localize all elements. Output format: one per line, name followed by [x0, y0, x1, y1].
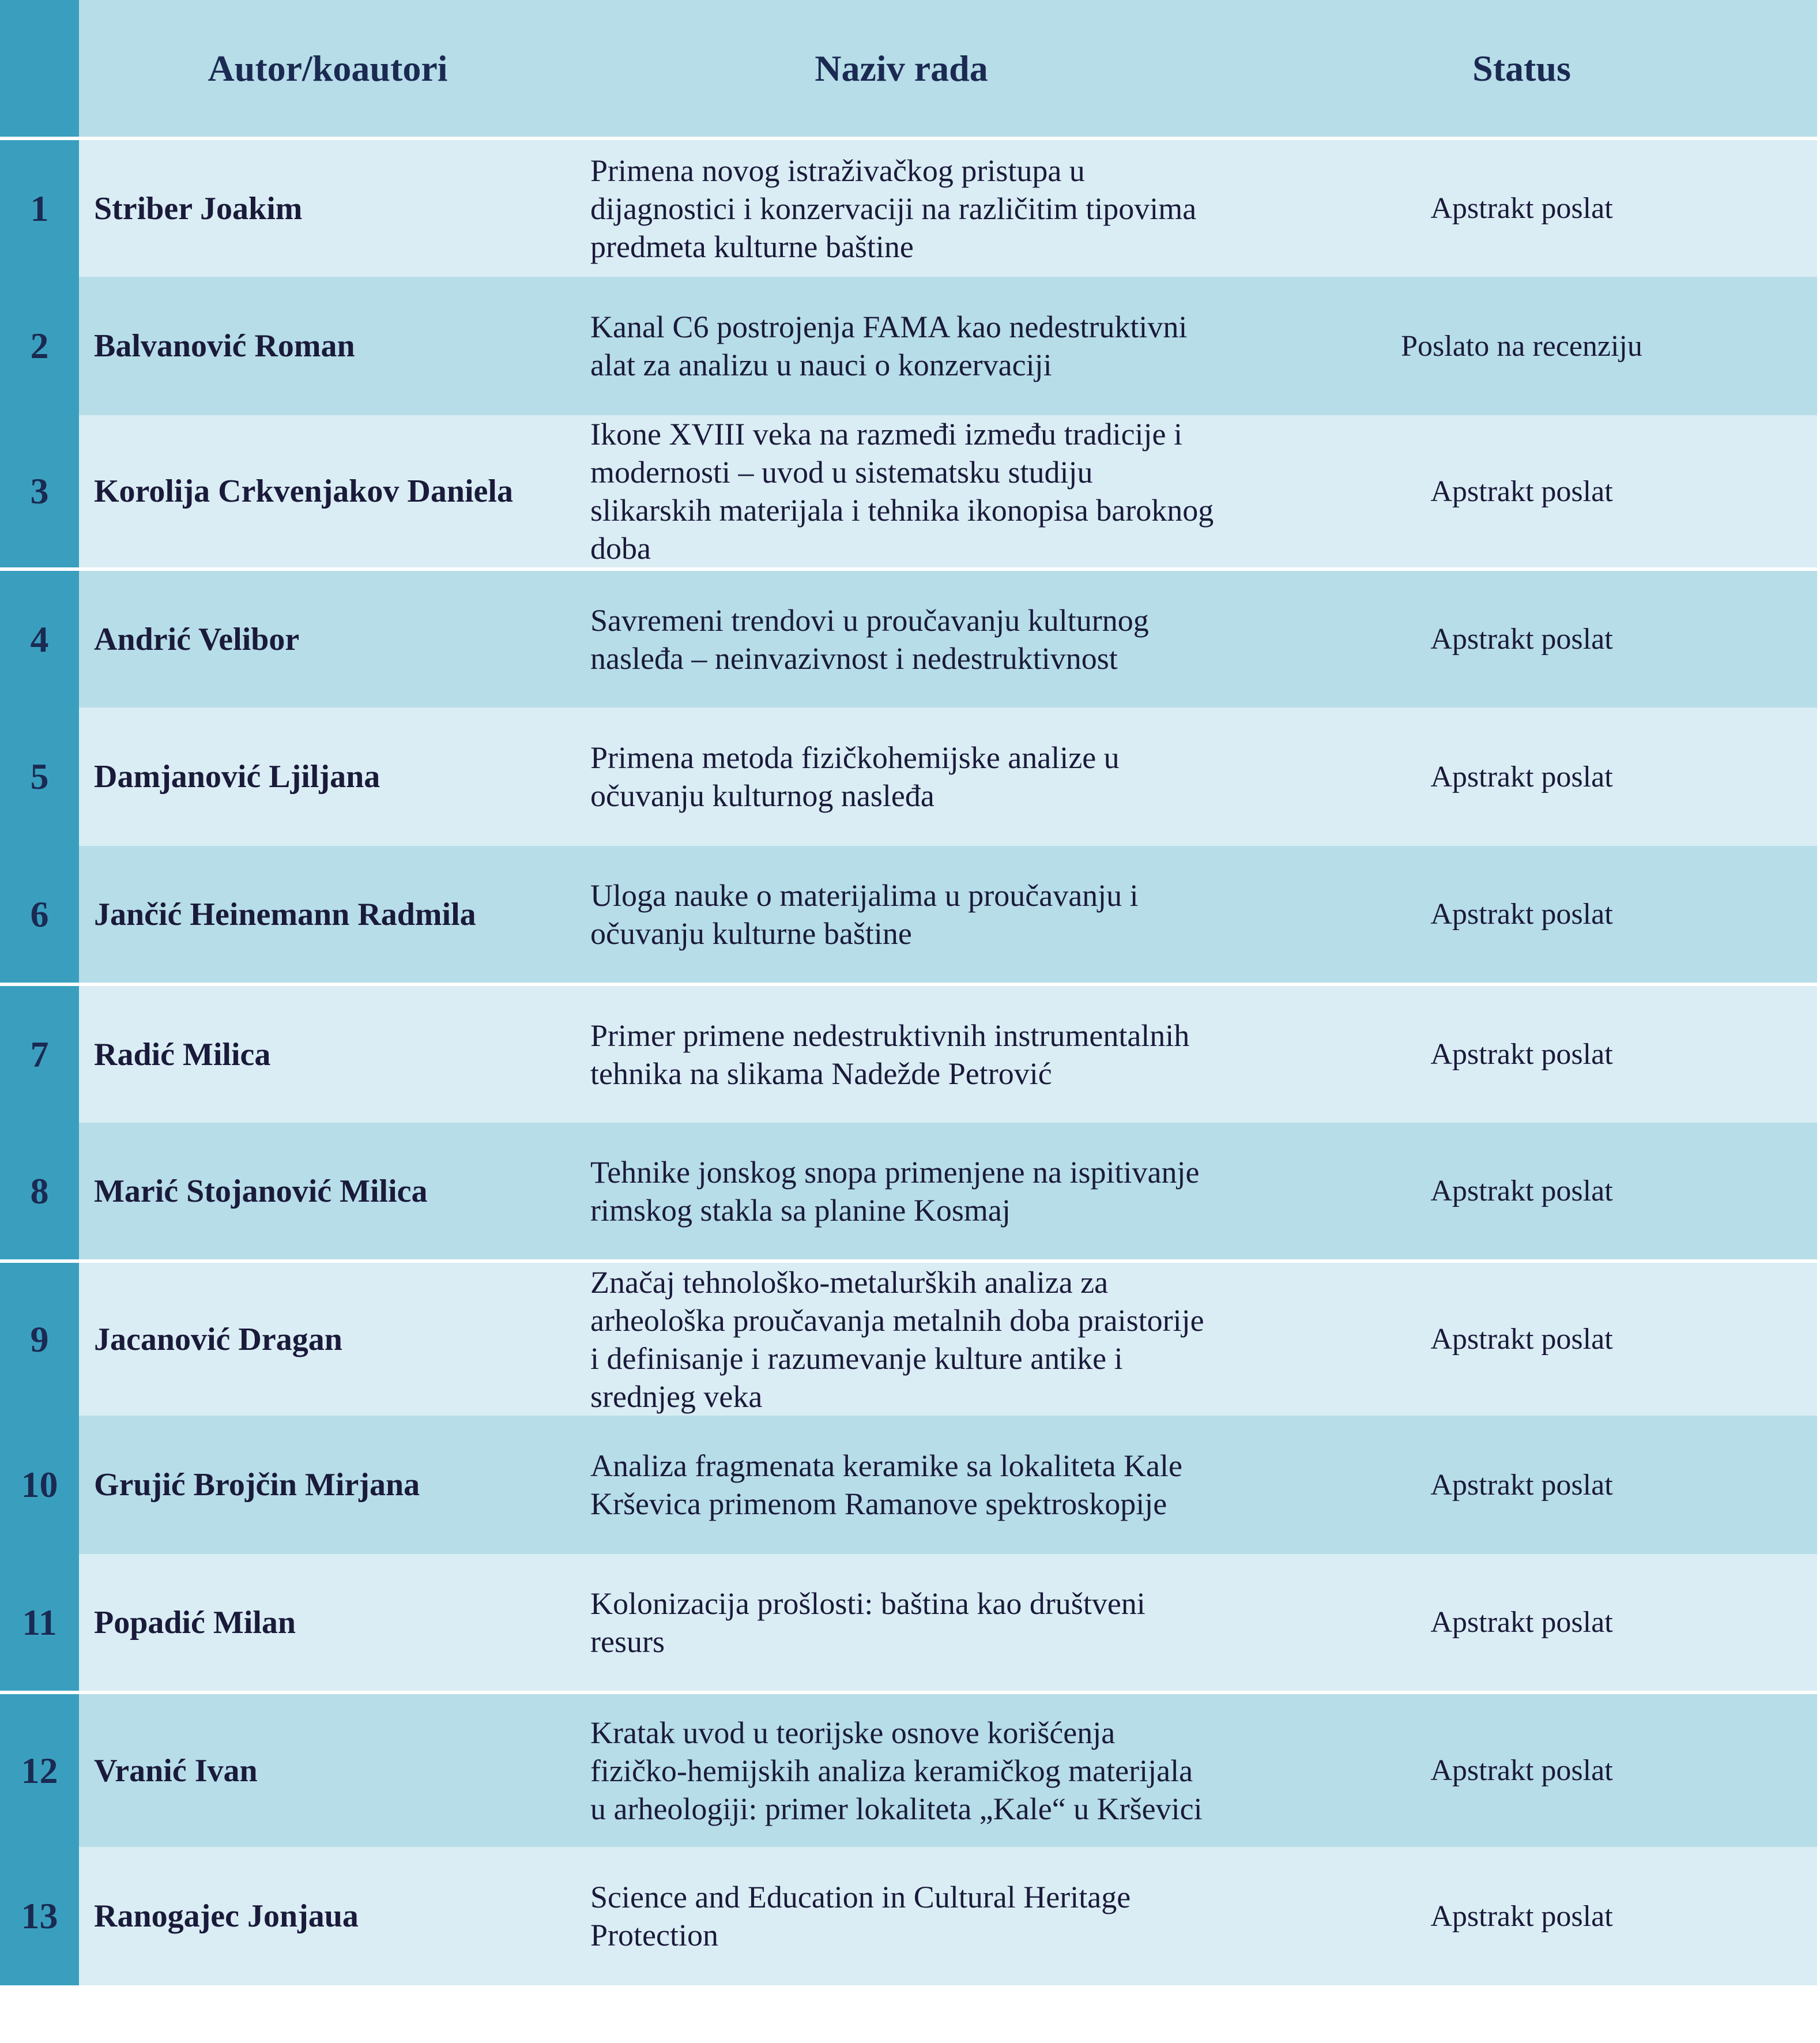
status-cell: Apstrakt poslat [1226, 1416, 1817, 1554]
status-cell: Poslato na recenziju [1226, 277, 1817, 415]
table-row [0, 1554, 1817, 1692]
table-row [0, 984, 1817, 1123]
paper-title-cell: Kolonizacija prošlosti: baština kao društveni resurs [576, 1554, 1226, 1692]
status-cell: Apstrakt poslat [1226, 1554, 1817, 1692]
status-cell: Apstrakt poslat [1226, 569, 1817, 708]
row-number: 11 [0, 1554, 79, 1692]
row-number: 9 [0, 1261, 79, 1416]
author-cell: Andrić Velibor [79, 569, 576, 708]
row-number: 2 [0, 277, 79, 415]
author-cell: Striber Joakim [79, 138, 576, 277]
table-row [0, 1261, 1817, 1416]
author-cell: Radić Milica [79, 984, 576, 1123]
table-row [0, 138, 1817, 277]
table-row [0, 1692, 1817, 1847]
paper-title-cell: Primena novog istraživačkog pristupa u dijagnostici i konzervaciji na različitim tipovima predmeta kulturne baštine [576, 138, 1226, 277]
table-row [0, 569, 1817, 708]
table-body [0, 138, 1817, 1985]
status-cell: Apstrakt poslat [1226, 984, 1817, 1123]
paper-title-cell: Kanal C6 postrojenja FAMA kao nedestruktivni alat za analizu u nauci o konzervaciji [576, 277, 1226, 415]
row-number: 7 [0, 984, 79, 1123]
row-number: 1 [0, 138, 79, 277]
table-row [0, 708, 1817, 846]
status-cell: Apstrakt poslat [1226, 708, 1817, 846]
paper-title-cell: Primer primene nedestruktivnih instrumentalnih tehnika na slikama Nadežde Petrović [576, 984, 1226, 1123]
table-row [0, 1123, 1817, 1261]
paper-title-cell: Science and Education in Cultural Heritage Protection [576, 1847, 1226, 1985]
status-cell: Apstrakt poslat [1226, 1692, 1817, 1847]
author-cell: Damjanović Ljiljana [79, 708, 576, 846]
row-number: 10 [0, 1416, 79, 1554]
paper-title-cell: Primena metoda fizičkohemijske analize u očuvanju kulturnog nasleđa [576, 708, 1226, 846]
author-cell: Balvanović Roman [79, 277, 576, 415]
header-title: Naziv rada [576, 0, 1226, 138]
row-number: 4 [0, 569, 79, 708]
paper-title-cell: Tehnike jonskog snopa primenjene na ispitivanje rimskog stakla sa planine Kosmaj [576, 1123, 1226, 1261]
row-number: 5 [0, 708, 79, 846]
status-cell: Apstrakt poslat [1226, 846, 1817, 984]
author-cell: Grujić Brojčin Mirjana [79, 1416, 576, 1554]
row-number: 3 [0, 415, 79, 569]
row-number: 8 [0, 1123, 79, 1261]
row-number: 13 [0, 1847, 79, 1985]
author-cell: Popadić Milan [79, 1554, 576, 1692]
table-row [0, 1416, 1817, 1554]
author-cell: Jacanović Dragan [79, 1261, 576, 1416]
header-number-cell [0, 0, 79, 138]
paper-title-cell: Kratak uvod u teorijske osnove korišćenja fizičko-hemijskih analiza keramičkog materijala u arheologiji: primer lokaliteta „Kale“ u Krševici [576, 1692, 1226, 1847]
status-cell: Apstrakt poslat [1226, 138, 1817, 277]
author-cell: Jančić Heinemann Radmila [79, 846, 576, 984]
status-cell: Apstrakt poslat [1226, 1123, 1817, 1261]
status-cell: Apstrakt poslat [1226, 1261, 1817, 1416]
paper-title-cell: Savremeni trendovi u proučavanju kulturnog nasleđa – neinvazivnost i nedestruktivnost [576, 569, 1226, 708]
row-number: 12 [0, 1692, 79, 1847]
paper-title-cell: Značaj tehnološko-metalurških analiza za arheološka proučavanja metalnih doba praistorije i definisanje i razumevanje kulture antike i srednjeg veka [576, 1261, 1226, 1416]
author-cell: Ranogajec Jonjaua [79, 1847, 576, 1985]
header-row [0, 0, 1817, 138]
status-cell: Apstrakt poslat [1226, 1847, 1817, 1985]
paper-title-cell: Ikone XVIII veka na razmeđi između tradicije i modernosti – uvod u sistematsku studiju slikarskih materijala i tehnika ikonopisa baroknog doba [576, 415, 1226, 569]
author-cell: Marić Stojanović Milica [79, 1123, 576, 1261]
author-cell: Korolija Crkvenjakov Daniela [79, 415, 576, 569]
table-row [0, 846, 1817, 984]
header-author: Autor/koautori [79, 0, 576, 138]
table-row [0, 277, 1817, 415]
header-status: Status [1226, 0, 1817, 138]
table-row [0, 1847, 1817, 1985]
paper-title-cell: Uloga nauke o materijalima u proučavanju i očuvanju kulturne baštine [576, 846, 1226, 984]
paper-title-cell: Analiza fragmenata keramike sa lokaliteta Kale Krševica primenom Ramanove spektroskopije [576, 1416, 1226, 1554]
author-cell: Vranić Ivan [79, 1692, 576, 1847]
row-number: 6 [0, 846, 79, 984]
table-row [0, 415, 1817, 569]
status-cell: Apstrakt poslat [1226, 415, 1817, 569]
